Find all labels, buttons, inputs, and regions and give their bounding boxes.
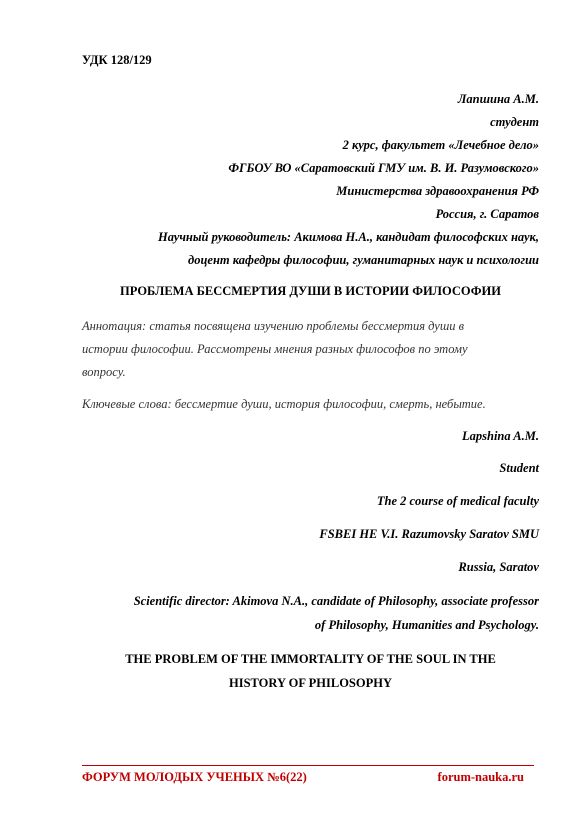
author-status-en: Student: [499, 461, 539, 475]
article-title-en-line1: THE PROBLEM OF THE IMMORTALITY OF THE SOUL IN THE: [125, 652, 496, 666]
article-title-ru: ПРОБЛЕМА БЕССМЕРТИЯ ДУШИ В ИСТОРИИ ФИЛОСОФИИ: [120, 284, 501, 298]
supervisor-line1-ru: Научный руководитель: Акимова Н.А., кандидат философских наук,: [158, 230, 539, 244]
author-university-en: FSBEI HE V.I. Razumovsky Saratov SMU: [319, 527, 539, 541]
abstract-ru-line3: вопросу.: [82, 365, 126, 379]
abstract-ru-line1: Аннотация: статья посвящена изучению проблемы бессмертия души в: [82, 319, 465, 333]
author-location-ru: Россия, г. Саратов: [435, 207, 539, 221]
supervisor-line2-en: of Philosophy, Humanities and Psychology.: [314, 618, 539, 632]
footer-journal: ФОРУМ МОЛОДЫХ УЧЕНЫХ №6(22): [82, 770, 307, 784]
author-course-en: The 2 course of medical faculty: [376, 494, 539, 508]
author-name-en: Lapshina A.M.: [462, 429, 539, 443]
author-ministry-ru: Министерства здравоохранения РФ: [336, 184, 539, 198]
article-title-en-line2: HISTORY OF PHILOSOPHY: [228, 676, 392, 690]
author-location-en: Russia, Saratov: [458, 560, 539, 574]
udk-code: УДК 128/129: [82, 53, 152, 67]
abstract-ru-line2: истории философии. Рассмотрены мнения разных философов по этому: [82, 342, 468, 356]
footer-divider: [82, 765, 534, 766]
author-university-ru: ФГБОУ ВО «Саратовский ГМУ им. В. И. Разумовского»: [228, 161, 539, 175]
supervisor-line1-en: Scientific director: Akimova N.A., candidate of Philosophy, associate professor: [133, 594, 539, 608]
author-course-ru: 2 курс, факультет «Лечебное дело»: [342, 138, 539, 152]
footer-site-link[interactable]: forum-nauka.ru: [437, 770, 524, 784]
author-name-ru: Лапшина А.М.: [457, 92, 539, 106]
supervisor-line2-ru: доцент кафедры философии, гуманитарных наук и психологии: [188, 253, 539, 267]
keywords-ru: Ключевые слова: бессмертие души, история философии, смерть, небытие.: [82, 397, 486, 411]
author-status-ru: студент: [490, 115, 539, 129]
